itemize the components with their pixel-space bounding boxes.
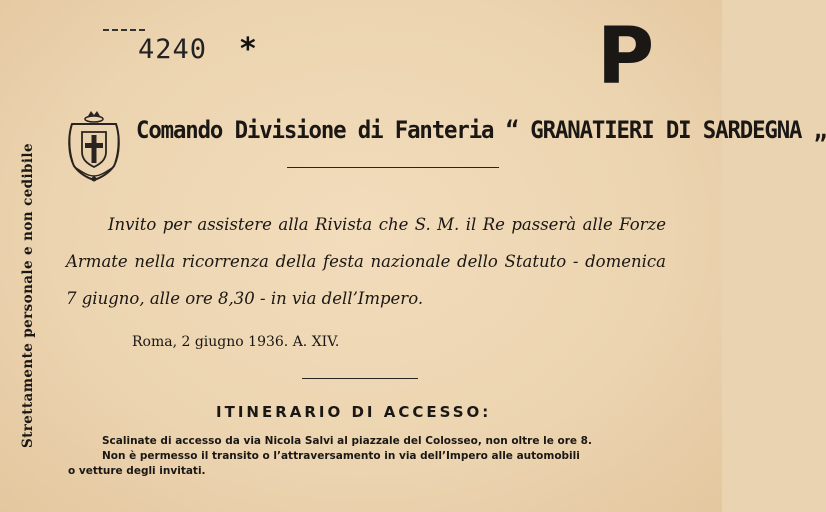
side-notice: Strettamente personale e non cedibile bbox=[20, 143, 36, 448]
itinerary-line-3: o vetture degli invitati. bbox=[68, 465, 206, 477]
itinerary-line-2: Non è permesso il transito o l’attraversamento in via dell’Impero alle automobili bbox=[102, 450, 580, 462]
invitation-text: Invito per assistere alla Rivista che S. M. il Re passerà alle Forze Armate nella ricorrenza della festa nazionale dello Statuto - domenica 7 giugno, alle ore 8,30 - in via dell’Impero. bbox=[66, 215, 666, 308]
asterisk-mark: * bbox=[240, 32, 256, 67]
itinerary-title: ITINERARIO DI ACCESSO: bbox=[216, 403, 492, 421]
savoy-crest-icon bbox=[66, 110, 122, 184]
itinerary-instructions bbox=[68, 434, 658, 479]
pass-letter: P bbox=[597, 12, 655, 102]
heading-title: Comando Divisione di Fanteria “ GRANATIERI DI SARDEGNA „ bbox=[136, 116, 826, 144]
heading-divider bbox=[287, 167, 499, 168]
serial-dash-mark bbox=[103, 29, 145, 33]
serial-number: 4240 bbox=[138, 34, 208, 65]
section-divider bbox=[302, 378, 418, 379]
itinerary-line-1: Scalinate di accesso da via Nicola Salvi al piazzale del Colosseo, non oltre le ore 8. bbox=[102, 435, 592, 447]
dateline: Roma, 2 giugno 1936. A. XIV. bbox=[132, 334, 340, 350]
